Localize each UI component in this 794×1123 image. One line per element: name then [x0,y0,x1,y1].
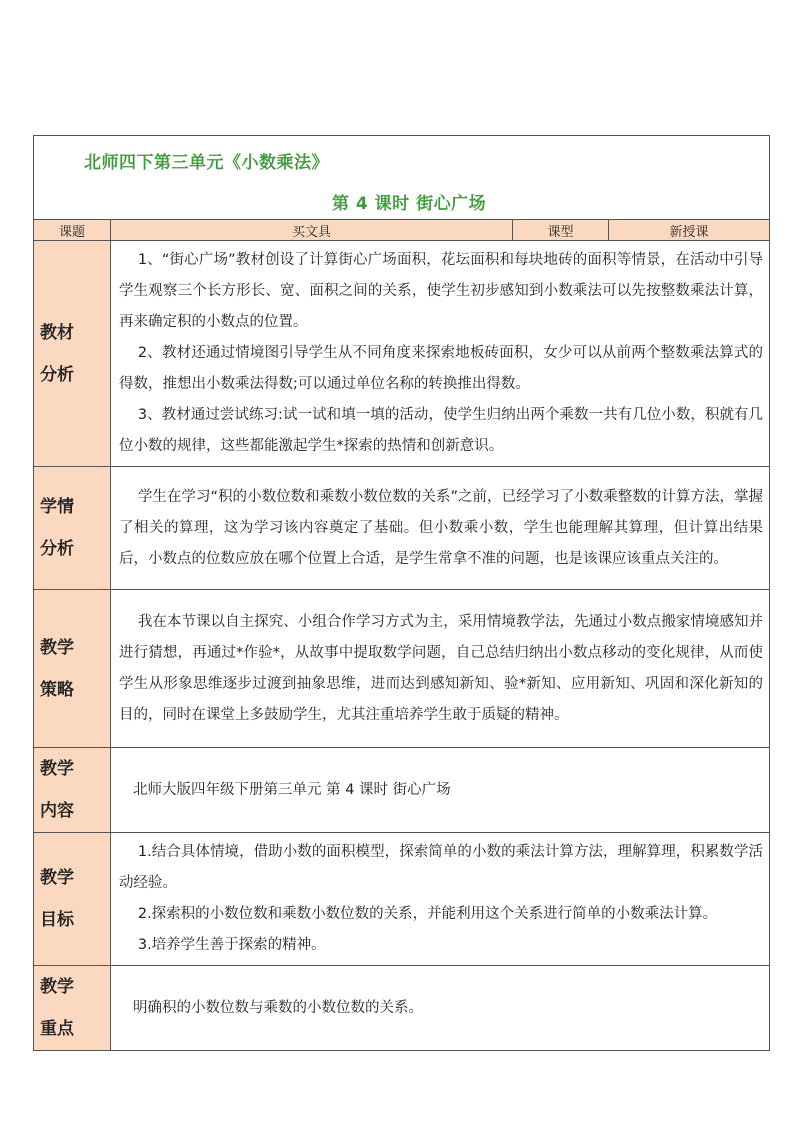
title-row [34,136,770,220]
learner-analysis-content [111,467,770,590]
textbook-analysis-p1: 1、“街心广场”教材创设了计算街心广场面积，花坛面积和每块地砖的面积等情景，在活动中引导学生观察三个长方形长、宽、面积之间的关系，使学生初步感知到小数乘法可以先按整数乘法计算，再来确定积的小数点的位置。 [119,252,764,330]
textbook-analysis-p2: 2、教材还通过情境图引导学生从不同角度来探索地板砖面积，女少可以从前两个整数乘法算式的得数，推想出小数乘法得数;可以通过单位名称的转换推出得数。 [119,345,764,392]
strategy-row [34,590,770,748]
keypoint-row [34,966,770,1051]
goals-label: 教学 目标 [34,833,111,966]
topic-label: 课题 [34,220,111,241]
content-body [111,748,770,833]
goals-row [34,833,770,966]
goals-p3: 3.培养学生善于探索的精神。 [137,937,326,953]
type-label: 课型 [513,220,609,241]
strategy-label: 教学 策略 [34,590,111,748]
learner-analysis-p1: 学生在学习“积的小数位数和乘数小数位数的关系”之前，已经学习了小数乘整数的计算方法，掌握了相关的算理，这为学习该内容奠定了基础。但小数乘小数，学生也能理解其算理，但计算出结果后，小数点的位数应放在哪个位置上合适，是学生常拿不准的问题，也是该课应该重点关注的。 [119,488,764,567]
textbook-analysis-label: 教材 分析 [34,241,111,467]
header-row [34,220,770,241]
keypoint-body [111,966,770,1051]
content-row [34,748,770,833]
goals-content [111,833,770,966]
learner-analysis-label: 学情 分析 [34,467,111,590]
unit-title: 北师四下第三单元《小数乘法》 [84,153,329,173]
textbook-analysis-row [34,241,770,467]
strategy-p1: 我在本节课以自主探究、小组合作学习方式为主，采用情境教学法，先通过小数点搬家情境感知并进行猜想，再通过*作验*，从故事中提取数学问题，自己总结归纳出小数点移动的变化规律，从而使学生从形象思维逐步过渡到抽象思维，进而达到感知新知、验*新知、应用新知、巩固和深化新知的目的，同时在课堂上多鼓励学生，尤其注重培养学生敢于质疑的精神。 [119,613,764,723]
learner-analysis-row [34,467,770,590]
content-label: 教学 内容 [34,748,111,833]
keypoint-label: 教学 重点 [34,966,111,1051]
textbook-analysis-p3: 3、教材通过尝试练习:试一试和填一填的活动，使学生归纳出两个乘数一共有几位小数，积就有几位小数的规律，这些都能激起学生*探索的热情和创新意识。 [119,407,764,454]
textbook-analysis-content [111,241,770,467]
lesson-title: 第 4 课时 街心广场 [332,194,487,214]
title-cell [34,136,770,220]
keypoint-p1: 明确积的小数位数与乘数的小数位数的关系。 [133,999,423,1016]
strategy-content [111,590,770,748]
goals-p1: 1.结合具体情境，借助小数的面积模型，探索简单的小数的乘法计算方法，理解算理，积累数学活动经验。 [119,844,764,891]
goals-p2: 2.探索积的小数位数和乘数小数位数的关系，并能利用这个关系进行简单的小数乘法计算。 [137,906,718,922]
lesson-plan-sheet [33,135,769,1051]
topic-value: 买文具 [111,220,513,241]
lesson-plan-table [33,135,770,1051]
type-value: 新授课 [609,220,770,241]
content-p1: 北师大版四年级下册第三单元 第 4 课时 街心广场 [133,781,451,798]
